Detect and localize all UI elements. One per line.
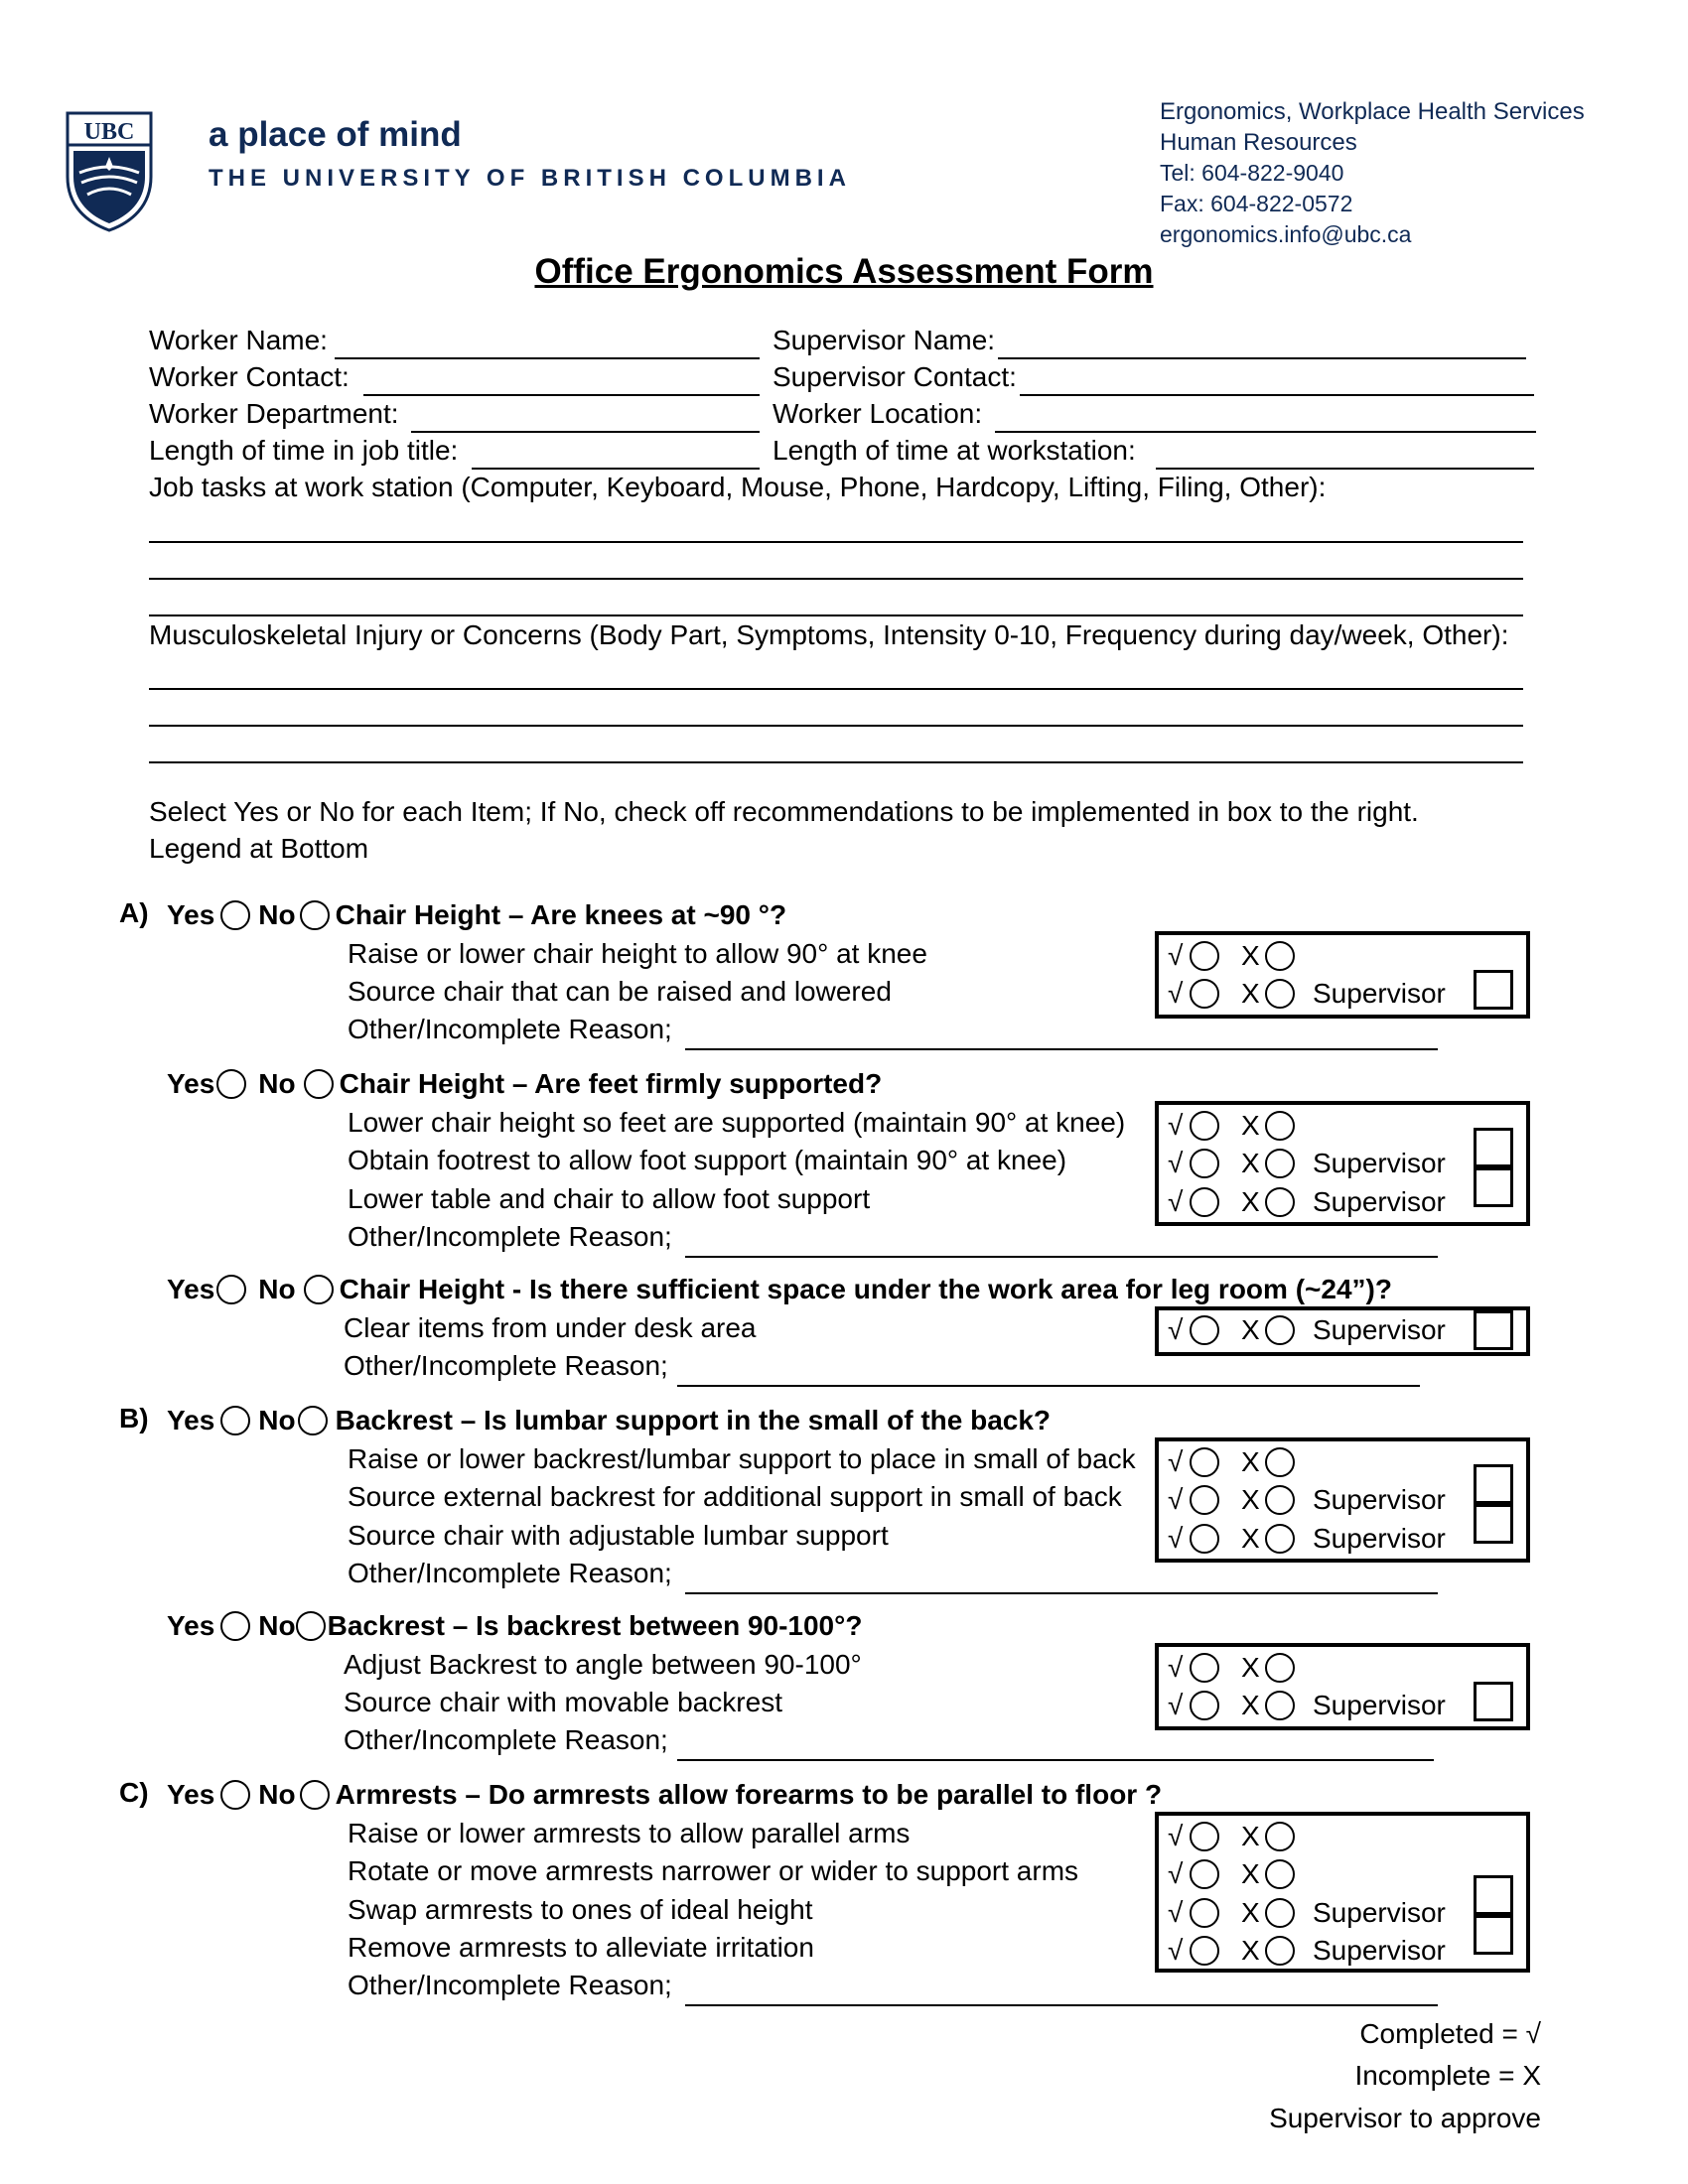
contact-dept: Ergonomics, Workplace Health Services <box>1160 98 1585 125</box>
other-reason-field[interactable] <box>685 2004 1438 2006</box>
job-tasks-label: Job tasks at work station (Computer, Keyboard, Mouse, Phone, Hardcopy, Lifting, Filing, Other): <box>149 472 1327 502</box>
supervisor-label: Supervisor <box>1313 1523 1446 1554</box>
incomplete-radio[interactable] <box>1265 1691 1295 1720</box>
completed-radio[interactable] <box>1190 1447 1219 1477</box>
item-b2-1: Adjust Backrest to angle between 90-100° <box>344 1649 862 1680</box>
injury-line-1[interactable] <box>149 688 1523 690</box>
rec-row <box>1168 1856 1295 1892</box>
worker-name-field[interactable] <box>335 357 760 359</box>
completed-radio[interactable] <box>1190 1691 1219 1720</box>
item-b1-2: Source external backrest for additional support in small of back <box>348 1481 1122 1512</box>
yes-label: Yes <box>167 1405 215 1435</box>
no-label: No <box>258 899 296 930</box>
rec-row <box>1168 1933 1446 1969</box>
injury-line-3[interactable] <box>149 761 1523 763</box>
item-a1-2: Source chair that can be raised and lowered <box>348 976 892 1007</box>
rec-row <box>1168 976 1446 1012</box>
tagline: a place of mind <box>209 115 462 154</box>
completed-radio[interactable] <box>1190 1822 1219 1851</box>
form-title: Office Ergonomics Assessment Form <box>534 252 1154 291</box>
check-label: √ <box>1168 1314 1184 1345</box>
rec-row <box>1168 1444 1295 1480</box>
question-text: Chair Height – Are knees at ~90 °? <box>335 899 787 930</box>
svg-text:UBC: UBC <box>83 119 135 145</box>
time-in-job-field[interactable] <box>472 468 760 470</box>
incomplete-radio[interactable] <box>1265 1936 1295 1966</box>
rec-row <box>1168 1312 1446 1348</box>
x-label: X <box>1241 1186 1260 1217</box>
supervisor-label: Supervisor <box>1313 978 1446 1009</box>
rec-row <box>1168 1650 1295 1686</box>
rec-row <box>1168 1146 1446 1181</box>
supervisor-contact-label: Supervisor Contact: <box>773 361 1017 392</box>
check-label: √ <box>1168 1858 1184 1889</box>
worker-contact-field[interactable] <box>363 394 760 396</box>
instructions-line-1: Select Yes or No for each Item; If No, check off recommendations to be implemented in box to the right. <box>149 796 1419 827</box>
x-label: X <box>1241 1523 1260 1554</box>
item-c1-4: Remove armrests to alleviate irritation <box>348 1932 814 1963</box>
incomplete-radio[interactable] <box>1265 979 1295 1009</box>
other-reason-label: Other/Incomplete Reason; <box>348 1970 672 2000</box>
no-radio[interactable] <box>300 1780 330 1810</box>
injury-line-2[interactable] <box>149 725 1523 727</box>
legend-completed: Completed = √ <box>1359 2018 1541 2049</box>
rec-row <box>1168 1521 1446 1557</box>
yes-radio[interactable] <box>220 900 250 930</box>
no-label: No <box>258 1068 296 1099</box>
yes-radio[interactable] <box>220 1780 250 1810</box>
supervisor-checkbox[interactable] <box>1474 1310 1513 1350</box>
completed-radio[interactable] <box>1190 1936 1219 1966</box>
x-label: X <box>1241 1821 1260 1851</box>
worker-location-label: Worker Location: <box>773 398 983 429</box>
item-a2-3: Lower table and chair to allow foot support <box>348 1183 871 1214</box>
question-text: Chair Height - Is there sufficient space under the work area for leg room (~24”)? <box>339 1274 1392 1304</box>
x-label: X <box>1241 1110 1260 1141</box>
x-label: X <box>1241 1690 1260 1720</box>
worker-name-label: Worker Name: <box>149 325 328 355</box>
check-label: √ <box>1168 1186 1184 1217</box>
item-a2-1: Lower chair height so feet are supported (maintain 90° at knee) <box>348 1107 1126 1138</box>
question-a1 <box>167 897 786 933</box>
supervisor-label: Supervisor <box>1313 1897 1446 1928</box>
x-label: X <box>1241 1897 1260 1928</box>
question-text: Chair Height – Are feet firmly supported? <box>339 1068 883 1099</box>
supervisor-checkbox[interactable] <box>1474 1915 1513 1955</box>
item-a1-1: Raise or lower chair height to allow 90° at knee <box>348 938 927 969</box>
rec-row <box>1168 1108 1295 1144</box>
question-a2 <box>167 1066 882 1102</box>
legend-supervisor: Supervisor to approve <box>1269 2103 1541 2133</box>
incomplete-radio[interactable] <box>1265 1822 1295 1851</box>
other-reason-label: Other/Incomplete Reason; <box>348 1014 672 1044</box>
no-radio[interactable] <box>298 1406 328 1435</box>
check-label: √ <box>1168 978 1184 1009</box>
legend-incomplete: Incomplete = X <box>1354 2060 1541 2091</box>
supervisor-name-field[interactable] <box>998 357 1526 359</box>
section-letter-a: A) <box>119 897 149 928</box>
rec-row <box>1168 938 1295 974</box>
completed-radio[interactable] <box>1190 1315 1219 1345</box>
no-label: No <box>258 1779 296 1810</box>
supervisor-name-label: Supervisor Name: <box>773 325 996 355</box>
check-label: √ <box>1168 940 1184 971</box>
completed-radio[interactable] <box>1190 979 1219 1009</box>
check-label: √ <box>1168 1110 1184 1141</box>
check-label: √ <box>1168 1821 1184 1851</box>
rec-row <box>1168 1688 1446 1723</box>
other-reason-label: Other/Incomplete Reason; <box>348 1221 672 1252</box>
x-label: X <box>1241 1148 1260 1178</box>
item-a3-1: Clear items from under desk area <box>344 1312 757 1343</box>
yes-label: Yes <box>167 1068 215 1099</box>
rec-row <box>1168 1184 1446 1220</box>
worker-location-field[interactable] <box>995 431 1536 433</box>
incomplete-radio[interactable] <box>1265 1653 1295 1683</box>
section-letter-b: B) <box>119 1403 149 1433</box>
x-label: X <box>1241 1314 1260 1345</box>
injury-label: Musculoskeletal Injury or Concerns (Body Part, Symptoms, Intensity 0-10, Frequency during day/week, Other): <box>149 619 1509 650</box>
item-c1-2: Rotate or move armrests narrower or wider to support arms <box>348 1855 1079 1886</box>
item-c1-3: Swap armrests to ones of ideal height <box>348 1894 813 1925</box>
supervisor-checkbox[interactable] <box>1474 1464 1513 1504</box>
item-b1-1: Raise or lower backrest/lumbar support to place in small of back <box>348 1443 1136 1474</box>
rec-row <box>1168 1895 1446 1931</box>
incomplete-radio[interactable] <box>1265 1859 1295 1889</box>
yes-label: Yes <box>167 1274 215 1304</box>
yes-label: Yes <box>167 899 215 930</box>
incomplete-radio[interactable] <box>1265 1111 1295 1141</box>
other-reason-field[interactable] <box>677 1385 1420 1387</box>
other-reason-label: Other/Incomplete Reason; <box>344 1724 668 1755</box>
job-tasks-line-1[interactable] <box>149 541 1523 543</box>
completed-radio[interactable] <box>1190 1111 1219 1141</box>
x-label: X <box>1241 1484 1260 1515</box>
completed-radio[interactable] <box>1190 1898 1219 1928</box>
check-label: √ <box>1168 1897 1184 1928</box>
yes-radio[interactable] <box>216 1275 246 1304</box>
completed-radio[interactable] <box>1190 1653 1219 1683</box>
question-b1 <box>167 1403 1051 1438</box>
university-name: THE UNIVERSITY OF BRITISH COLUMBIA <box>209 165 851 192</box>
supervisor-label: Supervisor <box>1313 1935 1446 1966</box>
completed-radio[interactable] <box>1190 941 1219 971</box>
check-label: √ <box>1168 1523 1184 1554</box>
supervisor-label: Supervisor <box>1313 1484 1446 1515</box>
question-b2 <box>167 1608 862 1644</box>
check-label: √ <box>1168 1446 1184 1477</box>
check-label: √ <box>1168 1935 1184 1966</box>
supervisor-label: Supervisor <box>1313 1690 1446 1720</box>
question-a3 <box>167 1272 1392 1307</box>
no-radio[interactable] <box>304 1069 334 1099</box>
other-reason-field[interactable] <box>685 1592 1438 1594</box>
x-label: X <box>1241 1652 1260 1683</box>
no-label: No <box>258 1610 296 1641</box>
item-c1-1: Raise or lower armrests to allow parallel arms <box>348 1818 911 1848</box>
no-label: No <box>258 1405 296 1435</box>
yes-label: Yes <box>167 1779 215 1810</box>
x-label: X <box>1241 1858 1260 1889</box>
completed-radio[interactable] <box>1190 1149 1219 1178</box>
other-reason-field[interactable] <box>685 1048 1438 1050</box>
other-reason-field[interactable] <box>685 1256 1438 1258</box>
supervisor-label: Supervisor <box>1313 1314 1446 1345</box>
item-b1-3: Source chair with adjustable lumbar support <box>348 1520 889 1551</box>
yes-radio[interactable] <box>220 1406 250 1435</box>
supervisor-label: Supervisor <box>1313 1148 1446 1178</box>
time-at-workstation-label: Length of time at workstation: <box>773 435 1136 466</box>
worker-department-field[interactable] <box>411 431 760 433</box>
contact-block <box>1160 96 1585 250</box>
completed-radio[interactable] <box>1190 1485 1219 1515</box>
incomplete-radio[interactable] <box>1265 1447 1295 1477</box>
no-radio[interactable] <box>296 1611 326 1641</box>
worker-department-label: Worker Department: <box>149 398 399 429</box>
other-reason-field[interactable] <box>677 1759 1434 1761</box>
other-reason-label: Other/Incomplete Reason; <box>344 1350 668 1381</box>
yes-radio[interactable] <box>216 1069 246 1099</box>
x-label: X <box>1241 978 1260 1009</box>
yes-label: Yes <box>167 1610 215 1641</box>
check-label: √ <box>1168 1484 1184 1515</box>
contact-tel: Tel: 604-822-9040 <box>1160 160 1344 186</box>
check-label: √ <box>1168 1652 1184 1683</box>
incomplete-radio[interactable] <box>1265 1187 1295 1217</box>
question-text: Backrest – Is backrest between 90-100°? <box>327 1610 863 1641</box>
item-b2-2: Source chair with movable backrest <box>344 1687 782 1717</box>
time-at-workstation-field[interactable] <box>1156 468 1534 470</box>
yes-radio[interactable] <box>220 1611 250 1641</box>
check-label: √ <box>1168 1690 1184 1720</box>
supervisor-checkbox[interactable] <box>1474 1682 1513 1721</box>
incomplete-radio[interactable] <box>1265 941 1295 971</box>
incomplete-radio[interactable] <box>1265 1149 1295 1178</box>
contact-hr: Human Resources <box>1160 129 1357 156</box>
incomplete-radio[interactable] <box>1265 1315 1295 1345</box>
job-tasks-line-2[interactable] <box>149 578 1523 580</box>
x-label: X <box>1241 940 1260 971</box>
supervisor-contact-field[interactable] <box>1020 394 1534 396</box>
contact-fax: Fax: 604-822-0572 <box>1160 191 1353 216</box>
item-a2-2: Obtain footrest to allow foot support (maintain 90° at knee) <box>348 1145 1067 1175</box>
no-radio[interactable] <box>300 900 330 930</box>
rec-row <box>1168 1819 1295 1854</box>
completed-radio[interactable] <box>1190 1187 1219 1217</box>
completed-radio[interactable] <box>1190 1859 1219 1889</box>
section-letter-c: C) <box>119 1777 149 1808</box>
no-radio[interactable] <box>304 1275 334 1304</box>
supervisor-checkbox[interactable] <box>1474 970 1513 1010</box>
question-text: Backrest – Is lumbar support in the small of the back? <box>335 1405 1052 1435</box>
x-label: X <box>1241 1446 1260 1477</box>
supervisor-checkbox[interactable] <box>1474 1875 1513 1915</box>
rec-row <box>1168 1482 1446 1518</box>
other-reason-label: Other/Incomplete Reason; <box>348 1558 672 1588</box>
x-label: X <box>1241 1935 1260 1966</box>
question-text: Armrests – Do armrests allow forearms to be parallel to floor ? <box>335 1779 1163 1810</box>
worker-contact-label: Worker Contact: <box>149 361 350 392</box>
time-in-job-label: Length of time in job title: <box>149 435 459 466</box>
supervisor-checkbox[interactable] <box>1474 1128 1513 1167</box>
supervisor-label: Supervisor <box>1313 1186 1446 1217</box>
check-label: √ <box>1168 1148 1184 1178</box>
incomplete-radio[interactable] <box>1265 1485 1295 1515</box>
no-label: No <box>258 1274 296 1304</box>
contact-email[interactable]: ergonomics.info@ubc.ca <box>1160 221 1412 247</box>
supervisor-checkbox[interactable] <box>1474 1167 1513 1207</box>
ubc-crest-logo <box>66 111 153 232</box>
completed-radio[interactable] <box>1190 1524 1219 1554</box>
incomplete-radio[interactable] <box>1265 1524 1295 1554</box>
instructions-line-2: Legend at Bottom <box>149 833 369 864</box>
supervisor-checkbox[interactable] <box>1474 1504 1513 1544</box>
incomplete-radio[interactable] <box>1265 1898 1295 1928</box>
question-c1 <box>167 1777 1162 1813</box>
job-tasks-line-3[interactable] <box>149 614 1523 616</box>
